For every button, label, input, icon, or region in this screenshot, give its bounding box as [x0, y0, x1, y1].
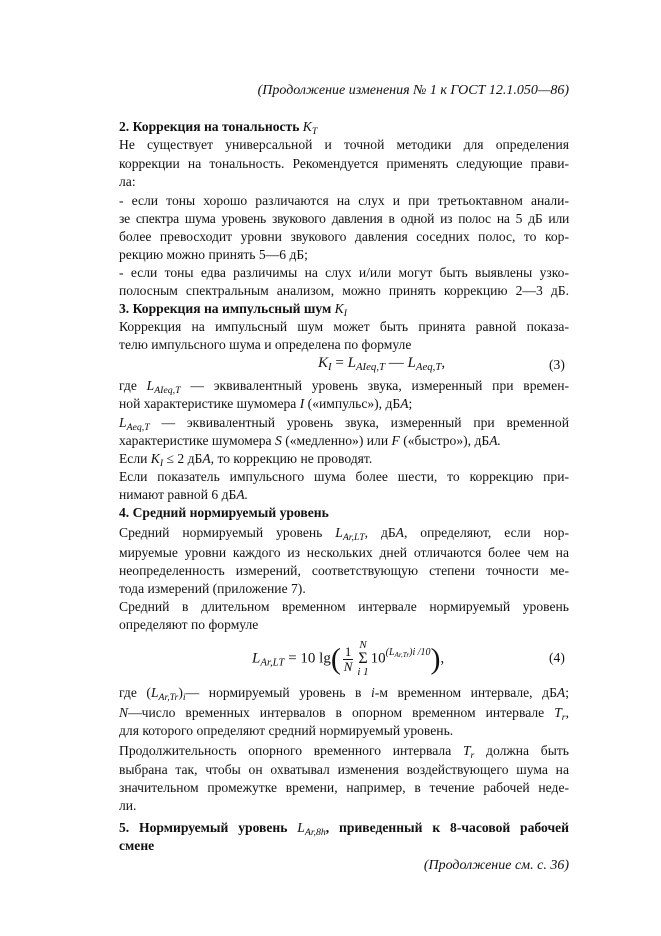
- paragraph-line: Не существует универсальной и точной методики для определения: [119, 137, 569, 152]
- formula-3: $K_I = L_{AIeq,T}$ — $L_{Aeq,T}$,: [318, 355, 446, 374]
- paragraph-line: тода измерений (приложение 7).: [119, 581, 306, 596]
- paragraph-line: коррекции на тональность. Рекомендуется применять следующие прави-: [119, 156, 569, 171]
- equation-number-4: (4): [549, 650, 565, 665]
- paragraph-line: Коррекция на импульсный шум может быть принята равной показа-: [119, 319, 569, 334]
- definition-line: $L_{Aeq,T}$ — эквивалентный уровень звука, измеренный при временной: [119, 415, 569, 433]
- paragraph-line: зе спектра шума уровень звукового давления в одной из полос на 5 дБ или: [119, 211, 569, 226]
- paragraph-line: ла:: [119, 174, 136, 189]
- equation-number-3: (3): [549, 357, 565, 372]
- paragraph-line: ли.: [119, 798, 137, 813]
- definition-line: ной характеристике шумомера I («импульс»), дБA;: [119, 396, 413, 411]
- paragraph-line: полосным спектральным анализом, можно принять коррекцию 2—3 дБ.: [119, 283, 569, 298]
- section-4-heading: 4. Средний нормируемый уровень: [119, 505, 329, 520]
- paragraph-line: - если тоны едва различимы на слух и/или могут быть выявлены узко-: [119, 265, 569, 280]
- definition-line: для которого определяют средний нормируемый уровень.: [119, 723, 454, 738]
- definition-line: где $L_{AIeq,T}$ — эквивалентный уровень звука, измеренный при времен-: [119, 378, 569, 396]
- paragraph-line: Если $K_I \le 2$ дБA, то коррекцию не проводят.: [119, 451, 373, 469]
- paragraph-line: выбрана так, чтобы он охватывал изменения воздействующего шума на: [119, 762, 569, 777]
- running-header: (Продолжение изменения № 1 к ГОСТ 12.1.050—86): [257, 83, 569, 98]
- definition-line: N—число временных интервалов в опорном временном интервале $T_r$,: [119, 705, 569, 723]
- section-5-heading-cont: смене: [119, 838, 155, 853]
- definition-line: где $(L_{Ar,Tr})_i—$ нормируемый уровень в i-м временном интервале, дБA;: [119, 685, 569, 703]
- paragraph-line: значительном промежутке времени, например, в течение рабочей неде-: [119, 780, 569, 795]
- paragraph-line: Средний в длительном временном интервале нормируемый уровень: [119, 599, 569, 614]
- definition-line: характеристике шумомера S («медленно») или F («быстро»), дБA.: [119, 433, 501, 448]
- paragraph-line: - если тоны хорошо различаются на слух и при третьоктавном анали-: [119, 193, 569, 208]
- paragraph-line: рекцию можно принять 5—6 дБ;: [119, 247, 308, 262]
- paragraph-line: Продолжительность опорного временного интервала $T_r$ должна быть: [119, 743, 569, 761]
- paragraph-line: телю импульсного шума и определена по формуле: [119, 337, 412, 352]
- paragraph-line: нимают равной 6 дБA.: [119, 487, 249, 502]
- section-5-heading: 5. Нормируемый уровень $L_{Ar,8h}$, приведенный к 8-часовой рабочей: [119, 820, 570, 838]
- section-2-heading: 2. Коррекция на тональность $K_T$: [119, 119, 318, 137]
- continuation-note: (Продолжение см. с. 36): [423, 858, 569, 873]
- section-3-heading: 3. Коррекция на импульсный шум $K_I$: [119, 301, 348, 319]
- formula-4: $L_{Ar,LT} = 10$ lg( $\frac{1}{N}$ N Σ i 1 $10^{(L_{Ar,Tr})i /10}$),: [252, 639, 445, 678]
- paragraph-line: неопределенность измерений, соответствующую степени точности ме-: [119, 563, 569, 578]
- paragraph-line: более превосходит уровни звукового давления соседних полос, то кор-: [119, 229, 569, 244]
- paragraph-line: Средний нормируемый уровень $L_{Ar,LT}$, дБA, определяют, если нор-: [119, 525, 569, 543]
- paragraph-line: мируемые уровни каждого из нескольких дней отличаются более чем на: [119, 545, 569, 560]
- paragraph-line: Если показатель импульсного шума более шести, то коррекцию при-: [119, 469, 569, 484]
- paragraph-line: определяют по формуле: [119, 617, 259, 632]
